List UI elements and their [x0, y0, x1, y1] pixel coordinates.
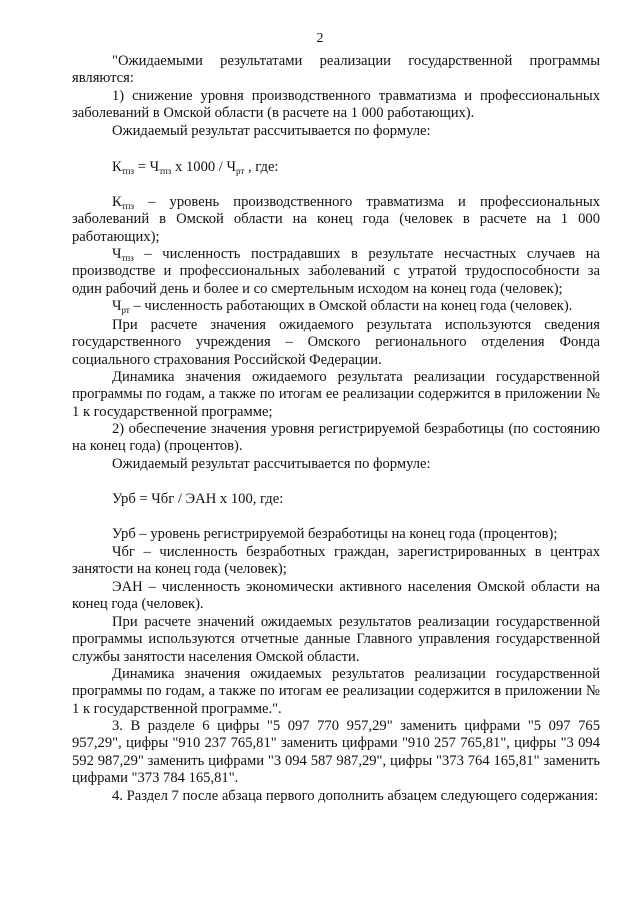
paragraph-dynamics-2: Динамика значения ожидаемых результатов реализации государственной программы по годам, а также по итогам ее реализации содержится в приложении № 1 к государственной программе.". [72, 666, 600, 717]
definition-ean: ЭАН – численность экономически активного населения Омской области на конец года (человек). [72, 579, 600, 613]
definition-chrt: $Ч_{рт}$ – численность работающих в Омской области на конец года (человек). [112, 298, 573, 315]
definition-chtpz: $Ч_{тпз}$ – численность пострадавших в результате несчастных случаев на производстве и профессиональных заболеваний с утратой трудоспособности за один рабочий день и более и со смертельным исходом на конец года (человек); [72, 246, 600, 297]
paragraph-amendment-4: 4. Раздел 7 после абзаца первого дополнить абзацем следующего содержания: [112, 788, 599, 804]
paragraph-formula-intro-1: Ожидаемый результат рассчитывается по формуле: [112, 123, 431, 139]
definition-ktpz: $К_{тпз}$ – уровень производственного травматизма и профессиональных заболеваний в Омской области на конец года (человек в расчете на 1 000 работающих); [72, 194, 600, 245]
paragraph-result-2: 2) обеспечение значения уровня регистрируемой безработицы (по состоянию на конец года) (процентов). [72, 421, 600, 455]
paragraph-data-source-1: При расчете значения ожидаемого результата используются сведения государственного учреждения – Омского регионального отделения Фонда социального страхования Российской Федерации. [72, 317, 600, 368]
definition-chbg: Чбг – численность безработных граждан, зарегистрированных в центрах занятости на конец года (человек); [72, 544, 600, 578]
paragraph-results-intro: "Ожидаемыми результатами реализации государственной программы являются: [72, 53, 600, 87]
paragraph-formula-intro-2: Ожидаемый результат рассчитывается по формуле: [112, 456, 431, 472]
paragraph-dynamics-1: Динамика значения ожидаемого результата реализации государственной программы по годам, а также по итогам ее реализации содержится в приложении № 1 к государственной программе; [72, 369, 600, 420]
paragraph-data-source-2: При расчете значений ожидаемых результатов реализации государственной программы используются отчетные данные Главного управления государственной службы занятости населения Омской области. [72, 614, 600, 665]
page-number: 2 [316, 31, 324, 46]
paragraph-amendment-3: 3. В разделе 6 цифры "5 097 770 957,29" заменить цифрами "5 097 765 957,29", цифры "910 237 765,81" заменить цифрами "910 257 765,81", цифры "3 094 592 987,29" заменить цифрами "3 094 587 987,29", цифры "373 764 165,81" заменить цифрами "373 784 165,81". [72, 718, 600, 786]
formula-ktpz: $К_{тпз} = Ч_{тпз}$ х $1000 / Ч_{рт}$ , где: [112, 159, 279, 176]
definition-urb: Урб – уровень регистрируемой безработицы на конец года (процентов); [112, 526, 558, 542]
paragraph-result-1: 1) снижение уровня производственного травматизма и профессиональных заболеваний в Омской области (в расчете на 1 000 работающих). [72, 88, 600, 122]
formula-urb: Урб = Чбг / ЭАН х 100, где: [112, 491, 284, 507]
